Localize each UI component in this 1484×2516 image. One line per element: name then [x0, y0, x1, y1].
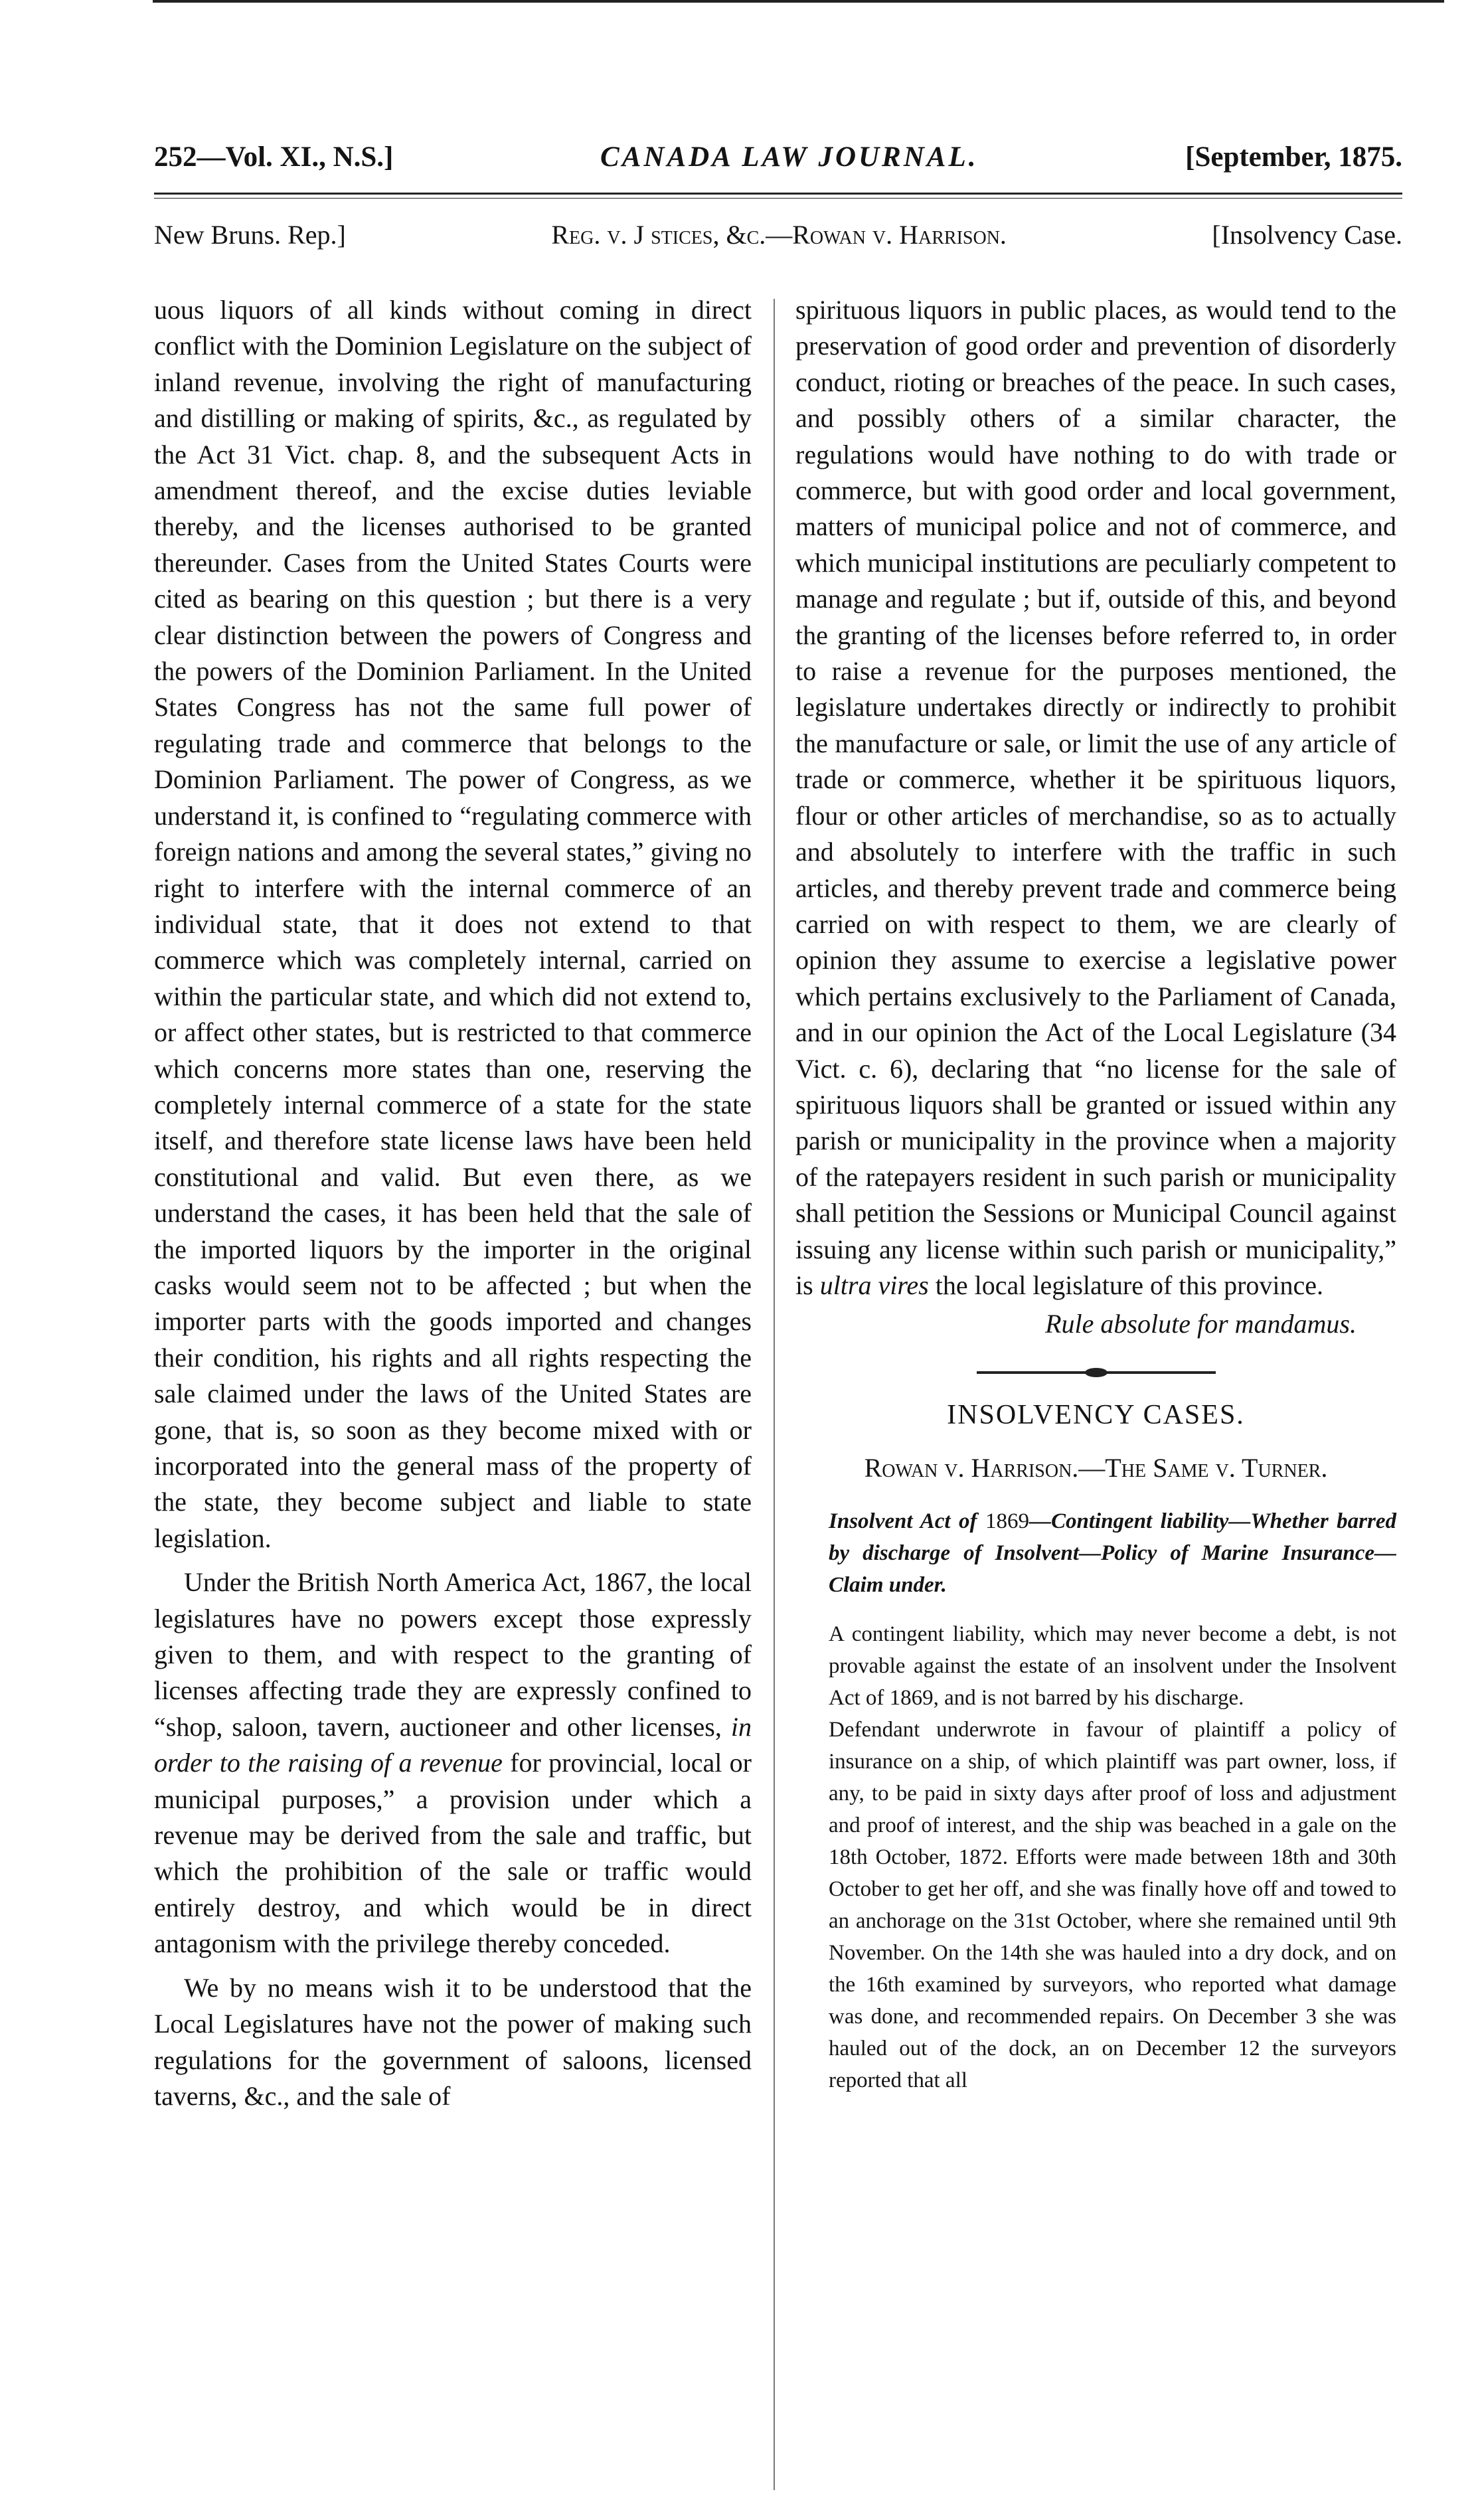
- header-rule-lower: [154, 198, 1402, 199]
- left-paragraph-3: We by no means wish it to be understood that the Local Legislatures have not the power of making such regulations for the government of saloons, licensed taverns, &c., and the sale of: [154, 1972, 752, 2111]
- header-rule-upper: [154, 193, 1402, 195]
- issue-date: [September, 1875.: [1185, 141, 1402, 173]
- left-paragraph-2: [154, 1564, 752, 1962]
- syllabus: [795, 1505, 1396, 1601]
- top-edge-rule: [153, 0, 1444, 3]
- journal-title: CANADA LAW JOURNAL.: [600, 141, 979, 173]
- left-column: [154, 292, 752, 2114]
- left-paragraph-2-text-a: Under the British North America Act, 1867, the local legislatures have no powers except those expressly given to them, and with respect to the granting of licenses affecting trade they are expressly confined to “shop, saloon, tavern, auctioneer and other licenses,: [154, 1567, 752, 1742]
- column-divider: [774, 299, 775, 2490]
- syllabus-text-a: Insolvent Act of: [829, 1509, 985, 1533]
- left-paragraph-2-italic: in order to the raising of a revenue: [154, 1711, 752, 1778]
- right-paragraph-1-text-b: the local legislature of this province.: [928, 1270, 1324, 1300]
- case-title: Rowan v. Harrison.—The Same v. Turner.: [864, 1453, 1328, 1483]
- section-ornament: [977, 1368, 1216, 1377]
- syllabus-year: 1869: [985, 1509, 1029, 1533]
- left-paragraph-1: uous liquors of all kinds without coming in direct conflict with the Dominion Legislature on the subject of inland revenue, involving the right of manufacturing and distilling or making of spirits, &c., as regulated by the Act 31 Vict. chap. 8, and the subsequent Acts in amendment thereof, and the excise duties leviable thereby, and the licenses authorised to be granted thereunder. Cases from the United States Courts were cited as bearing on this question ; but there is a very clear distinction between the powers of Congress and the powers of the Dominion Parliament. In the United States Congress has not the same full power of regulating trade and commerce that belongs to the Dominion Parliament. The power of Congress, as we understand it, is confined to “regulating commerce with foreign nations and among the several states,” giving no right to interfere with the internal commerce of an individual state, that it does not extend to that commerce which was completely internal, carried on within the particular state, and which did not extend to, or affect other states, but is restricted to that commerce which concerns more states than one, reserving the completely internal commerce of a state for the state itself, and therefore state license laws have been held constitutional and valid. But even there, as we understand the cases, it has been held that the sale of the imported liquors by the importer in the original casks would seem not to be affected ; but when the importer parts with the goods imported and changes their condition, his rights and all rights respecting the sale claimed under the laws of the United States are gone, that is, so soon as they become mixed with or incorporated into the general mass of the property of the state, they become subject and liable to state legislation.: [154, 295, 752, 1553]
- right-paragraph-1: [795, 292, 1396, 1303]
- case-category: [Insolvency Case.: [1212, 220, 1402, 250]
- court-ruling: Rule absolute for mandamus.: [1045, 1309, 1357, 1339]
- right-column: [795, 292, 1396, 2096]
- headnote-2: Defendant underwrote in favour of plaintiff a policy of insurance on a ship, of which plaintiff was part owner, loss, if any, to be paid in sixty days after proof of loss and adjustment and proof of interest, and the ship was beached in a gale on the 18th October, 1872. Efforts were made between 18th and 30th October to get her off, and she was finally hove off and towed to an anchorage on the 31st October, where she remained until 9th November. On the 14th she was hauled into a dry dock, and on the 16th examined by surveyors, who reported what damage was done, and recommended repairs. On December 3 she was hauled out of the dock, an on December 12 the surveyors reported that all: [829, 1717, 1396, 2092]
- running-header: [154, 141, 1402, 173]
- case-names: Reg. v. J stices, &c.—Rowan v. Harrison.: [551, 220, 1007, 250]
- case-header: [154, 219, 1402, 250]
- left-paragraph-2-text-b: for provincial, local or municipal purposes,” a provision under which a revenue may be derived from the sale and traffic, but which the prohibition of the sale or traffic would entirely destroy, and which would be in direct antagonism with the privilege thereby conceded.: [154, 1748, 752, 1959]
- headnote-1: A contingent liability, which may never become a debt, is not provable against the estate of an insolvent under the Insolvent Act of 1869, and is not barred by his discharge.: [829, 1622, 1396, 1710]
- syllabus-text-b: —Contingent liability—Whether barred by discharge of Insolvent—Policy of Marine Insurance—Claim under.: [829, 1509, 1396, 1597]
- report-label: New Bruns. Rep.]: [154, 220, 346, 250]
- ornament-center: [1085, 1368, 1108, 1377]
- section-title: INSOLVENCY CASES.: [947, 1399, 1245, 1430]
- right-paragraph-1-italic: ultra vires: [819, 1270, 929, 1300]
- volume-label: 252—Vol. XI., N.S.]: [154, 141, 394, 173]
- right-paragraph-1-text-a: spirituous liquors in public places, as would tend to the preservation of good order and prevention of disorderly conduct, rioting or breaches of the peace. In such cases, and possibly others of a similar character, the regulations would have nothing to do with trade or commerce, but with good order and local government, matters of municipal police and not of commerce, and which municipal institutions are peculiarly competent to manage and regulate ; but if, outside of this, and beyond the granting of the licenses before referred to, in order to raise a revenue for the purposes mentioned, the legislature undertakes directly or indirectly to prohibit the manufacture or sale, or limit the use of any article of trade or commerce, whether it be spirituous liquors, flour or other articles of merchandise, so as to actually and absolutely to interfere with the traffic in such articles, and thereby prevent trade and commerce being carried on with respect to them, we are clearly of opinion they assume to exercise a legislative power which pertains exclusively to the Parliament of Canada, and in our opinion the Act of the Local Legislature (34 Vict. c. 6), declaring that “no license for the sale of spirituous liquors shall be granted or issued within any parish or municipality in the province when a majority of the ratepayers resident in such parish or municipality shall petition the Sessions or Municipal Council against issuing any license within such parish or municipality,” is: [795, 295, 1396, 1300]
